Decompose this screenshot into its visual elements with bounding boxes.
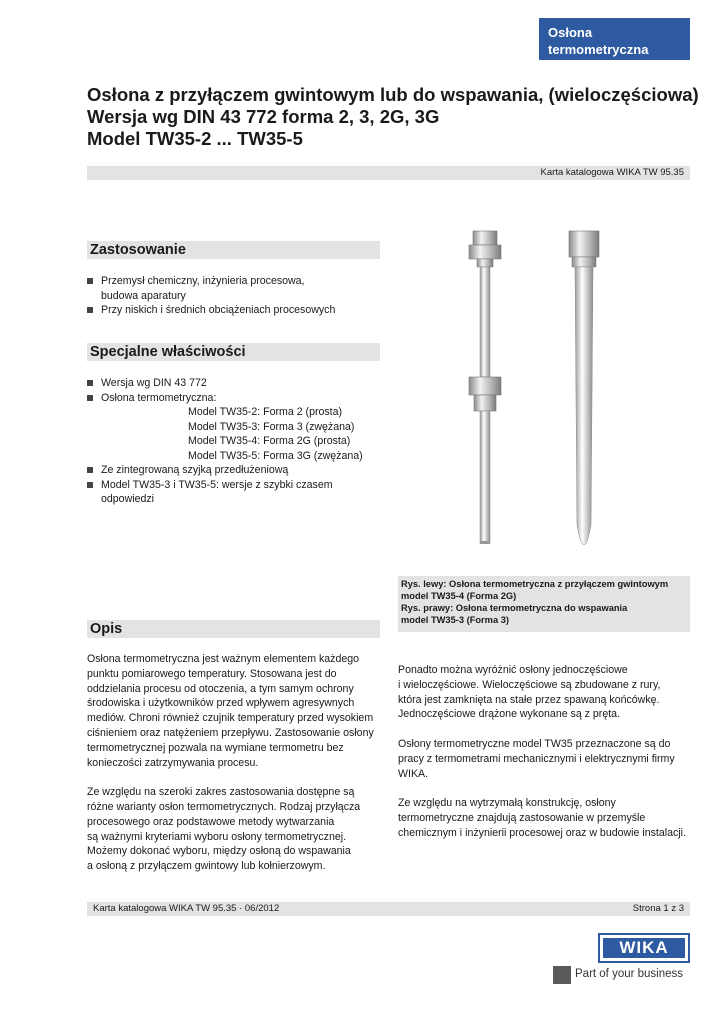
thermowell-threaded-icon — [469, 231, 501, 544]
category-tag-line2: termometryczna — [548, 42, 649, 57]
figure-caption: Rys. lewy: Osłona termometryczna z przyłączem gwintowym model TW35-4 (Forma 2G) Rys. prawy: Osłona termometryczna do wspawania model TW35-3 (Forma 3) — [398, 576, 690, 632]
bullet-square-icon — [87, 380, 93, 386]
bullet-square-icon — [87, 278, 93, 284]
title-line-2: Wersja wg DIN 43 772 forma 2, 3, 2G, 3G — [87, 106, 440, 127]
list-item: Osłona termometryczna: Model TW35-2: Forma 2 (prosta) Model TW35-3: Forma 3 (zwężana) Model TW35-4: Forma 2G (prosta) Model TW35-5: Forma 3G (zwężana) — [87, 391, 387, 464]
bullet-square-icon — [87, 395, 93, 401]
list-item: Przemysł chemiczny, inżynieria procesowa, budowa aparatury — [87, 274, 387, 303]
section-heading-wlasciwosci: Specjalne właściwości — [87, 343, 380, 361]
bullet-square-icon — [87, 467, 93, 473]
section-heading-zastosowanie: Zastosowanie — [87, 241, 380, 259]
list-item: Wersja wg DIN 43 772 — [87, 376, 387, 391]
paragraph: Ponadto można wyróżnić osłony jednoczęściowe i wieloczęściowe. Wieloczęściowe są zbudowane z rury, która jest zamknięta na stałe przez spawaną końcówkę. Jednoczęściowe drążone wykonane są z pręta. — [398, 664, 661, 721]
footer-doc-ref: Karta katalogowa WIKA TW 95.35 · 06/2012 — [93, 903, 280, 914]
model-line: Model TW35-2: Forma 2 (prosta) — [188, 406, 343, 418]
paragraph: Osłona termometryczna jest ważnym elementem każdego punktu pomiarowego temperatury. Stosowana jest do oddzielania procesu od otoczenia, a tym samym ochrony środowiska i użytkowników przed wpływem agresywnych mediów. Chroni również czujnik temperatury przed wysokiem ciśnieniem oraz natężeniem przepływu. Zastosowanie osłony termometrycznej pozwala na wymiane termometru bez konieczości zatrzymywania procesu. — [87, 653, 374, 769]
thermowell-weld-in-icon — [569, 231, 599, 545]
brand-claim: Part of your business — [553, 966, 693, 984]
paragraph: Osłony termometryczne model TW35 przeznaczone są do pracy z termometrami mechanicznymi i elektrycznymi firmy WIKA. — [398, 737, 675, 780]
model-line: Model TW35-5: Forma 3G (zwężana) — [188, 449, 363, 462]
section-heading-opis: Opis — [87, 620, 380, 638]
claim-square-icon — [553, 966, 571, 984]
list-item: Przy niskich i średnich obciążeniach procesowych — [87, 303, 387, 318]
paragraph: Ze względu na wytrzymałą konstrukcję, osłony termometryczne znajdują zastosowanie w przemyśle chemicznym i inżynierii procesowej oraz w budowie instalacji. — [398, 797, 686, 839]
page-footer — [87, 902, 690, 916]
zastosowanie-list — [87, 274, 387, 318]
list-item: Ze zintegrowaną szyjką przedłużeniową — [87, 463, 387, 478]
opis-right-column — [398, 663, 708, 855]
bullet-square-icon — [87, 307, 93, 313]
catalog-bar: Karta katalogowa WIKA TW 95.35 — [87, 166, 690, 180]
title-line-3: Model TW35-2 ... TW35-5 — [87, 128, 303, 149]
thermowell-product-image — [455, 225, 615, 565]
page-number: Strona 1 z 3 — [632, 903, 684, 914]
bullet-square-icon — [87, 482, 93, 488]
category-tag — [539, 18, 690, 60]
paragraph: Ze względu na szeroki zakres zastosowania dostępne są różne warianty osłon termometrycznych. Rodzaj przyłącza procesowego oraz podstawowe metody wytwarzania są ważnymi kryteriami wyboru osłony termometrycznej. Możemy dokonać wyboru, między osłoną do wspawania a osłoną z przyłączem gwintowy lub kołnierzowym. — [87, 786, 361, 873]
category-tag-line1: Osłona — [548, 25, 593, 40]
list-item: Model TW35-3 i TW35-5: wersje z szybki czasem odpowiedzi — [87, 478, 387, 507]
model-line: Model TW35-3: Forma 3 (zwężana) — [188, 420, 355, 433]
wlasciwosci-list — [87, 376, 387, 507]
page-title — [87, 84, 707, 150]
model-line: Model TW35-4: Forma 2G (prosta) — [188, 435, 351, 447]
opis-left-column — [87, 652, 387, 889]
title-line-1: Osłona z przyłączem gwintowym lub do wspawania, (wieloczęściowa) — [87, 84, 699, 105]
wika-logo: WIKA — [598, 933, 690, 963]
